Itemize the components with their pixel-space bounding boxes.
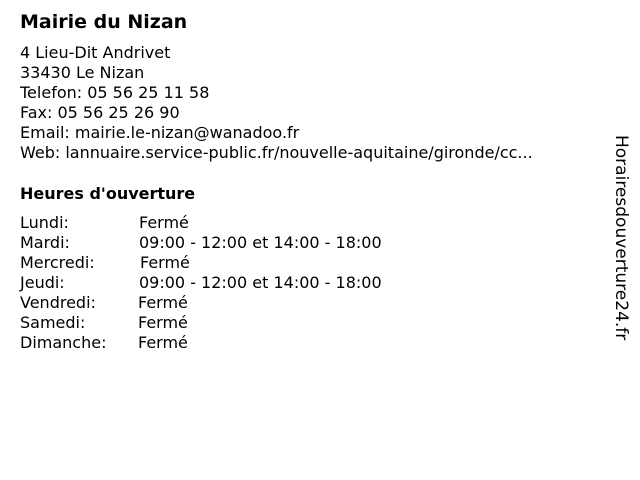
- day-hours: Fermé: [138, 333, 188, 352]
- phone-line: Telefon: 05 56 25 11 58: [20, 83, 210, 102]
- day-label: Jeudi:: [20, 273, 65, 292]
- street-address: 4 Lieu-Dit Andrivet: [20, 43, 171, 62]
- fax-line: Fax: 05 56 25 26 90: [20, 103, 180, 122]
- page-title: Mairie du Nizan: [20, 11, 188, 33]
- day-hours: Fermé: [139, 213, 189, 232]
- day-hours: Fermé: [140, 253, 190, 272]
- web-line: Web: lannuaire.service-public.fr/nouvelle-aquitaine/gironde/cc...: [20, 143, 533, 162]
- day-label: Vendredi:: [20, 293, 96, 312]
- day-label: Mardi:: [20, 233, 70, 252]
- email-line: Email: mairie.le-nizan@wanadoo.fr: [20, 123, 300, 142]
- hours-heading: Heures d'ouverture: [20, 184, 196, 203]
- day-label: Dimanche:: [20, 333, 107, 352]
- day-hours: 09:00 - 12:00 et 14:00 - 18:00: [139, 233, 382, 252]
- day-hours: Fermé: [138, 293, 188, 312]
- site-watermark: Horairesdouverture24.fr: [611, 135, 631, 341]
- postal-city: 33430 Le Nizan: [20, 63, 145, 82]
- day-label: Samedi:: [20, 313, 86, 332]
- day-hours: Fermé: [138, 313, 188, 332]
- day-label: Mercredi:: [20, 253, 95, 272]
- day-label: Lundi:: [20, 213, 69, 232]
- contact-block: [20, 43, 533, 163]
- day-hours: 09:00 - 12:00 et 14:00 - 18:00: [139, 273, 382, 292]
